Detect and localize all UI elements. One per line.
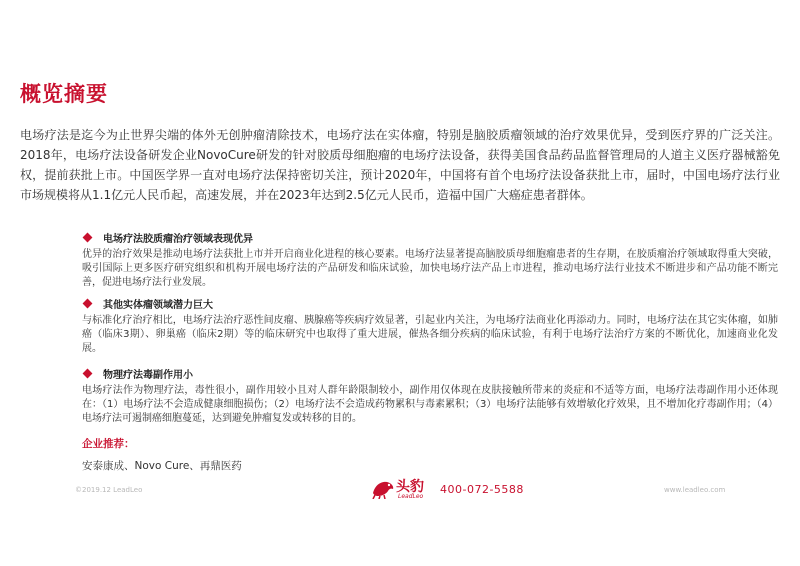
section-body-1: 优异的治疗效果是推动电场疗法获批上市并开启商业化进程的核心要素。电场疗法显著提高脑胶质母细胞瘤患者的生存期，在胶质瘤治疗领域取得重大突破，吸引国际上更多医疗研究组织和机构开展电场疗法的产品研发和临床试验，加快电场疗法产品上市进程，推动电场疗法行业技术不断进步和产品功能不断完善，促进电场疗法行业发展。 [82,249,778,288]
section-heading-text: 物理疗法毒副作用小 [103,370,193,381]
footer-phone: 400-072-5588 [440,483,524,496]
page-title: 概览摘要 [20,82,108,106]
diamond-bullet-icon [83,369,93,379]
logo-text-cn: 头豹 [396,479,424,495]
section-heading-3 [84,366,193,381]
section-body-3: 电场疗法作为物理疗法，毒性很小，副作用较小且对人群年龄限制较小，副作用仅体现在皮肤接触所带来的炎症和不适等方面，电场疗法毒副作用小还体现在：（1）电场疗法不会造成健康细胞损伤；（2）电场疗法不会造成药物累积与毒素累积；（3）电场疗法能够有效增敏化疗效果，且不增加化疗毒副作用；（4）电场疗法可遏制癌细胞蔓延，达到避免肿瘤复发或转移的目的。 [82,385,778,424]
diamond-bullet-icon [83,299,93,309]
footer-copyright: ©2019.12 LeadLeo [75,486,143,494]
section-body-2: 与标准化疗治疗相比，电场疗法治疗恶性间皮瘤、胰腺癌等疾病疗效显著，引起业内关注，为电场疗法商业化再添动力。同时，电场疗法在其它实体瘤，如肺癌（临床3期）、卵巢癌（临床2期）等的临床研究中也取得了重大进展，催热各细分疾病的临床试验，有利于电场疗法治疗方案的不断优化，加速商业化发展。 [82,315,778,354]
footer-website[interactable]: www.leadleo.com [664,486,726,494]
leopard-logo-icon [371,477,395,499]
recommend-label: 企业推荐： [82,438,135,450]
diamond-bullet-icon [83,233,93,243]
leadleo-logo [371,475,431,503]
section-heading-text: 其他实体瘤领域潜力巨大 [103,300,213,311]
section-heading-2 [84,296,213,311]
section-heading-text: 电场疗法胶质瘤治疗领域表现优异 [103,234,253,245]
section-heading-1 [84,230,253,245]
intro-paragraph: 电场疗法是迄今为止世界尖端的体外无创肿瘤清除技术，电场疗法在实体瘤，特别是脑胶质瘤领域的治疗效果优异，受到医疗界的广泛关注。2018年，电场疗法设备研发企业NovoCure研发的针对胶质母细胞瘤的电场疗法设备，获得美国食品药品监督管理局的人道主义医疗器械豁免权，提前获批上市。中国医学界一直对电场疗法保持密切关注，预计2020年，中国将有首个电场疗法设备获批上市，届时，中国电场疗法行业市场规模将从1.1亿元人民币起，高速发展，并在2023年达到2.5亿元人民币，造福中国广大癌症患者群体。 [20,128,780,202]
logo-text-en: LeadLeo [398,493,424,500]
recommend-companies: 安泰康成、Novo Cure、再鼎医药 [82,460,242,472]
